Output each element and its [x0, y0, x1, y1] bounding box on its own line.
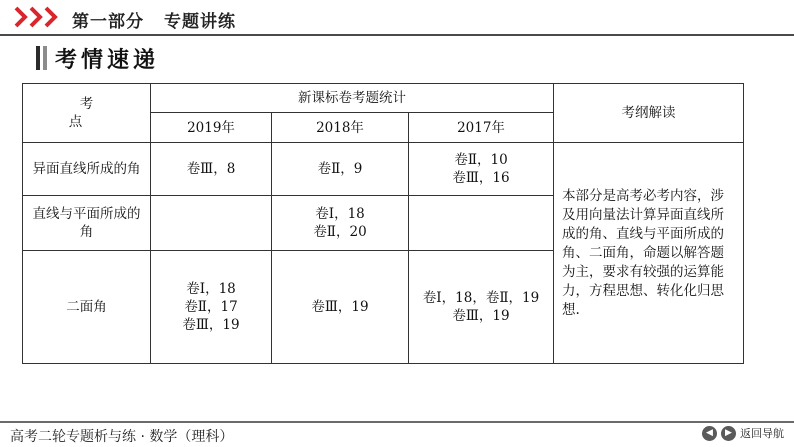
section-heading	[36, 44, 159, 72]
cell-2019	[151, 196, 272, 251]
header-topic: 考 点	[23, 84, 151, 143]
row-topic: 直线与平面所成的角	[23, 196, 151, 251]
chevron-decoration	[14, 6, 58, 28]
footer-bar	[0, 421, 794, 447]
cell-2017: 卷Ⅰ，18，卷Ⅱ，19 卷Ⅲ，19	[409, 251, 554, 364]
cell-2018: 卷Ⅰ，18 卷Ⅱ，20	[272, 196, 409, 251]
title-bars-icon	[36, 46, 47, 70]
back-to-nav-button[interactable]	[702, 425, 784, 441]
header-bar	[0, 0, 794, 36]
header-divider	[0, 34, 794, 36]
cell-2019: 卷Ⅲ，8	[151, 143, 272, 196]
outline-text: 本部分是高考必考内容，涉及用向量法计算异面直线所成的角、直线与平面所成的角、二面角，命题以解答题为主，要求有较强的运算能力，方程思想、转化化归思想.	[554, 143, 744, 364]
footer-divider	[0, 421, 794, 423]
row-topic: 异面直线所成的角	[23, 143, 151, 196]
cell-2019: 卷Ⅰ，18 卷Ⅱ，17 卷Ⅲ，19	[151, 251, 272, 364]
book-title: 高考二轮专题析与练 · 数学（理科）	[10, 429, 234, 445]
header-year-2018: 2018年	[272, 113, 409, 143]
header-outline: 考纲解读	[554, 84, 744, 143]
chevron-right-icon	[14, 6, 28, 28]
nav-label[interactable]: 返回导航	[740, 427, 784, 440]
section-label: 专题讲练	[164, 12, 236, 32]
page-title: 考情速递	[55, 47, 160, 73]
exam-stats-table	[22, 83, 744, 364]
chevron-right-icon	[29, 6, 43, 28]
chevron-right-icon	[44, 6, 58, 28]
header-stats: 新课标卷考题统计	[151, 84, 554, 113]
cell-2018: 卷Ⅱ，9	[272, 143, 409, 196]
prev-arrow-icon[interactable]: ◀	[702, 426, 717, 441]
part-label: 第一部分	[72, 12, 144, 32]
header-year-2019: 2019年	[151, 113, 272, 143]
cell-2018: 卷Ⅲ，19	[272, 251, 409, 364]
table-row	[23, 143, 744, 196]
next-arrow-icon[interactable]: ▶	[721, 426, 736, 441]
cell-2017	[409, 196, 554, 251]
header-title	[72, 7, 236, 32]
header-year-2017: 2017年	[409, 113, 554, 143]
cell-2017: 卷Ⅱ，10 卷Ⅲ，16	[409, 143, 554, 196]
row-topic: 二面角	[23, 251, 151, 364]
